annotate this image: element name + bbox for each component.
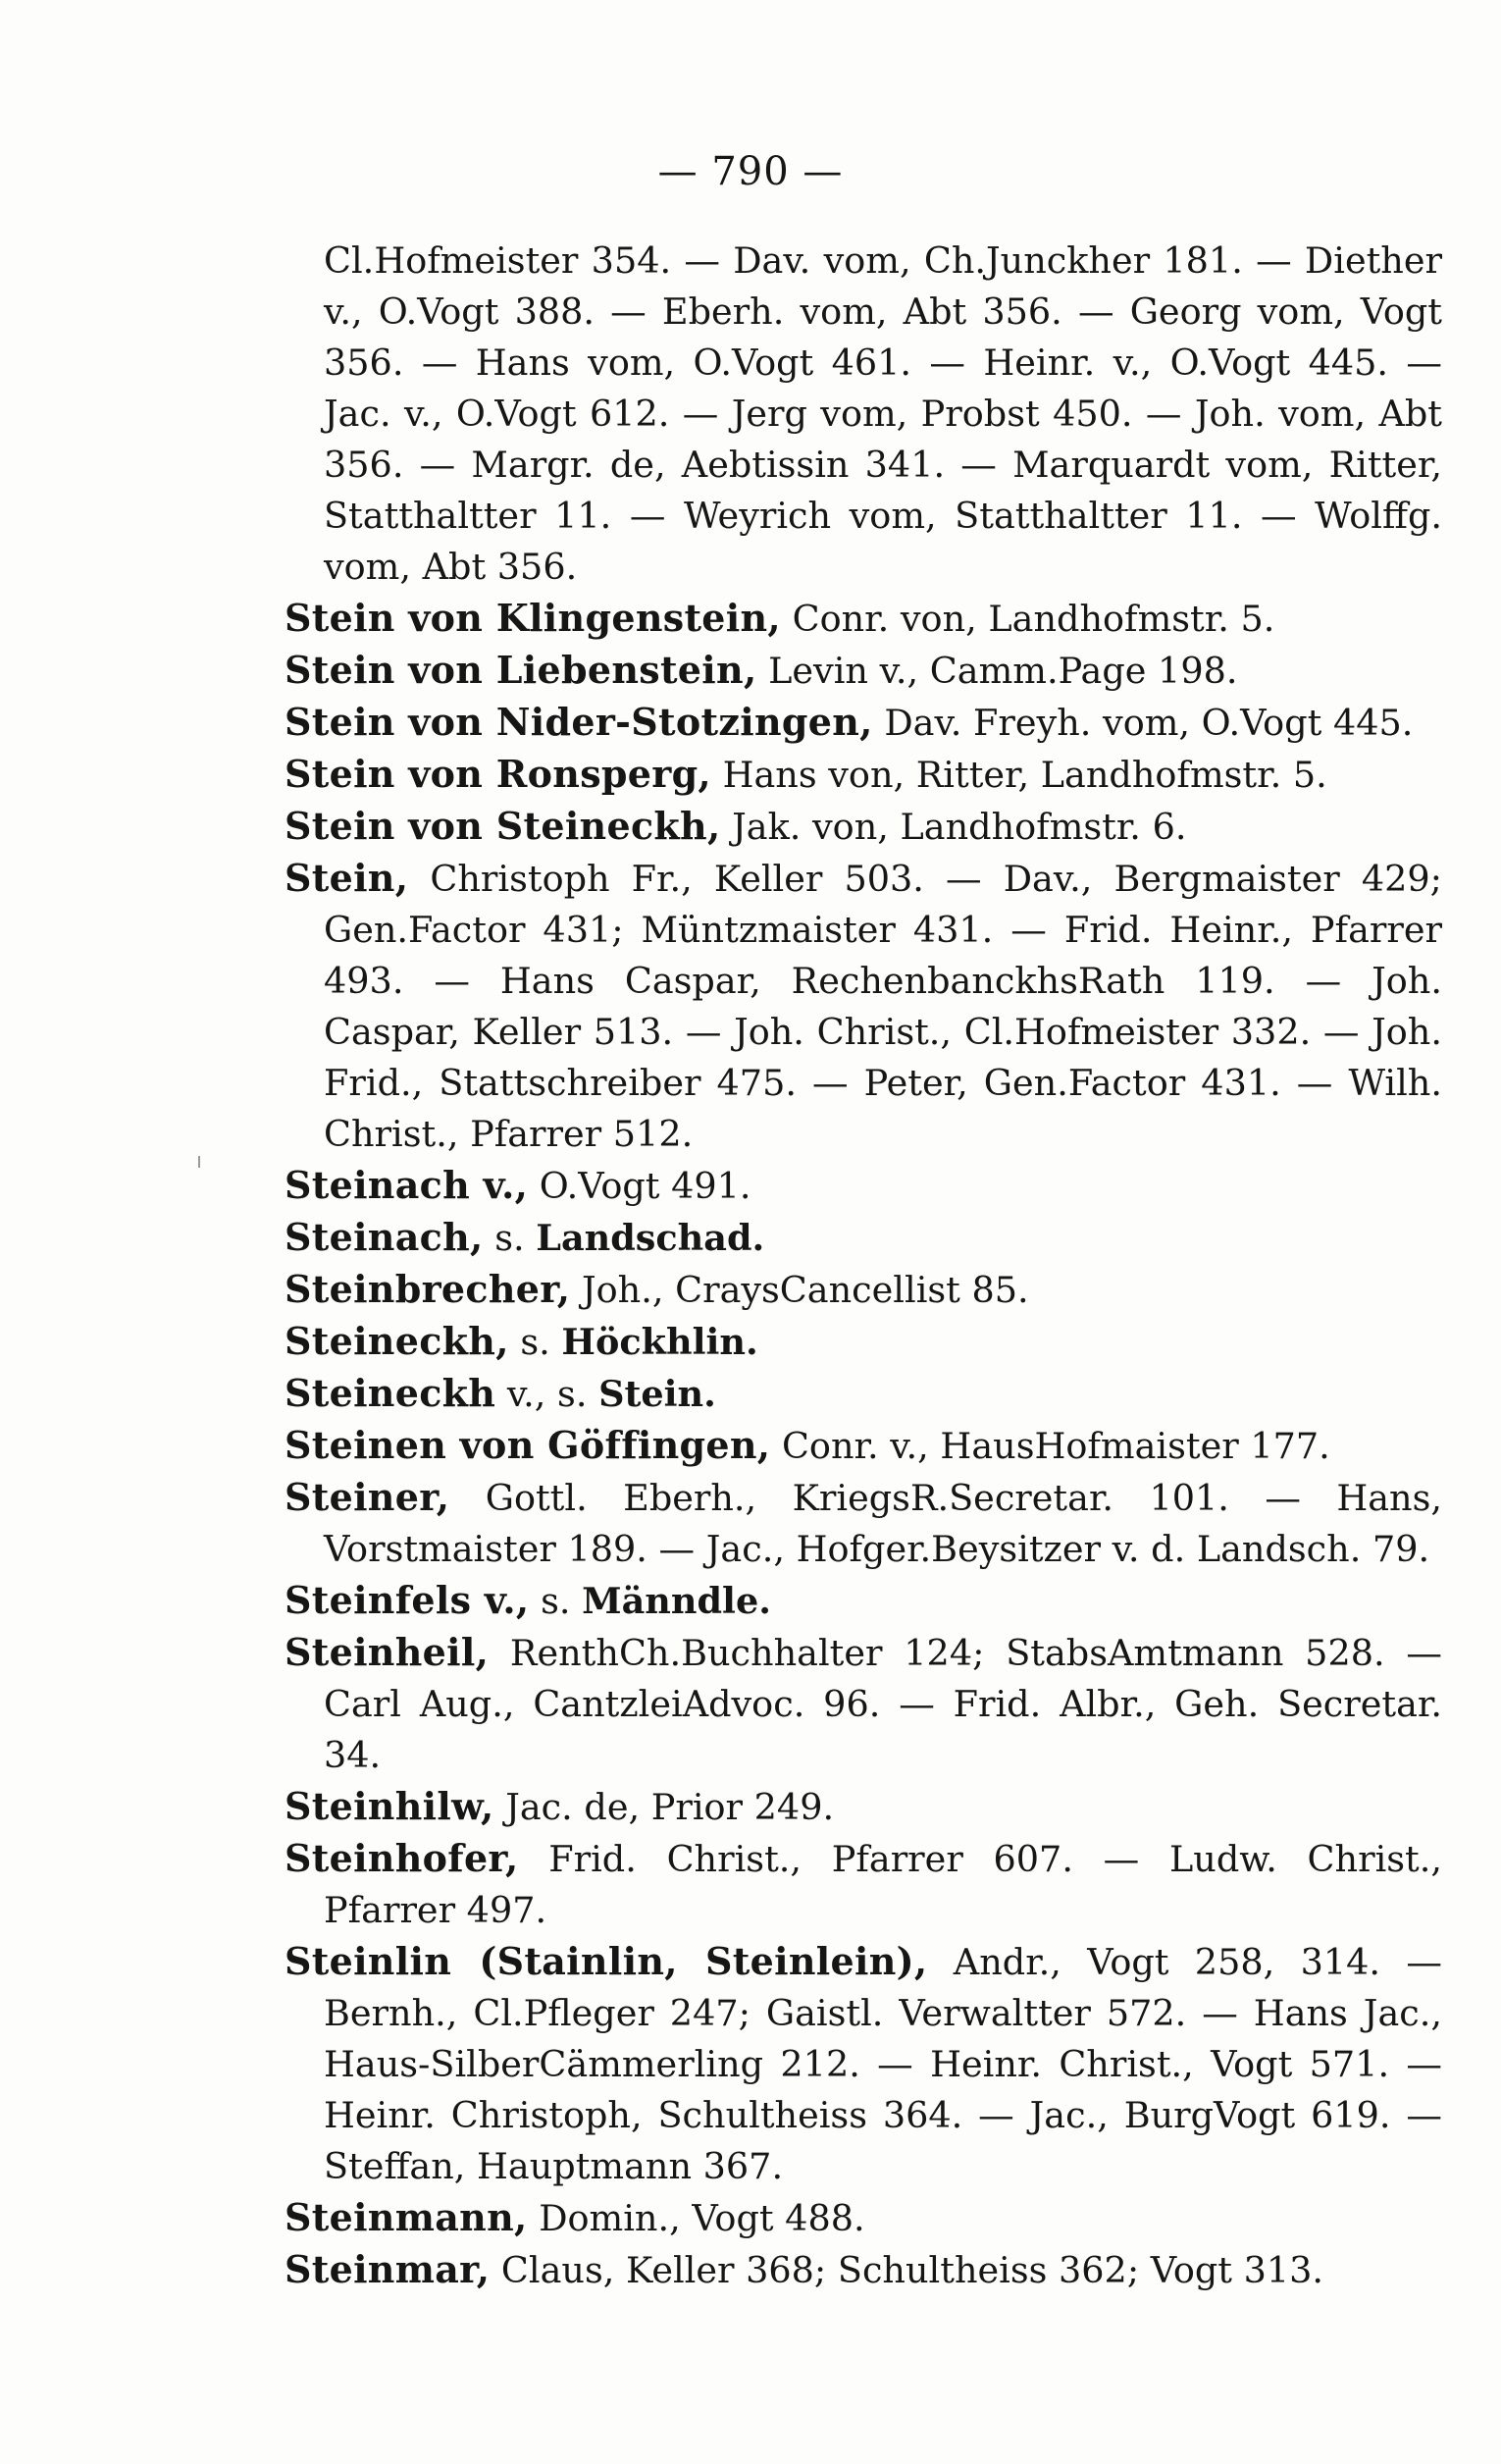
index-entry	[285, 749, 1442, 801]
entry-text: Levin v., Camm.Page 198.	[756, 650, 1238, 692]
entry-heading: Steinmar,	[285, 2247, 491, 2291]
entry-heading: Stein,	[285, 856, 409, 900]
entry-text: s.	[529, 1580, 583, 1622]
index-entry	[285, 2244, 1442, 2296]
entry-text: Conr. von, Landhofmstr. 5.	[780, 598, 1275, 640]
entry-heading: Steineckh,	[285, 1319, 509, 1363]
index-entry	[285, 1781, 1442, 1833]
entry-heading: Steinfels v.,	[285, 1578, 530, 1622]
cross-reference: Männdle.	[582, 1580, 771, 1622]
index-entry	[285, 236, 1442, 593]
entry-heading: Steinach,	[285, 1215, 484, 1259]
index-entry	[285, 1936, 1442, 2192]
entry-heading: Steiner,	[285, 1475, 450, 1519]
entry-text: Christoph Fr., Keller 503. — Dav., Bergmaister 429; Gen.Factor 431; Müntzmaister 431. — Frid. Heinr., Pfarrer 493. — Hans Caspar, RechenbanckhsRath 119. — Joh. Caspar, Keller 513. — Joh. Christ., Cl.Hofmeister 332. — Joh. Frid., Stattschreiber 475. — Peter, Gen.Factor 431. — Wilh. Christ., Pfarrer 512.	[324, 858, 1442, 1155]
index-entry	[285, 1160, 1442, 1212]
entry-heading: Steinhofer,	[285, 1836, 519, 1880]
entry-heading: Steinlin (Stainlin, Steinlein),	[285, 1939, 928, 1983]
cross-reference: Landschad.	[536, 1217, 765, 1259]
index-entry	[285, 697, 1442, 749]
index-entry	[285, 593, 1442, 645]
page-number: — 790 —	[657, 149, 844, 194]
index-entry	[285, 1472, 1442, 1575]
entry-text: Jac. de, Prior 249.	[493, 1786, 835, 1828]
entry-text: RenthCh.Buchhalter 124; StabsAmtmann 528. — Carl Aug., CantzleiAdvoc. 96. — Frid. Albr., Geh. Secretar. 34.	[324, 1632, 1442, 1776]
entry-heading: Stein von Ronsperg,	[285, 752, 711, 796]
entry-heading: Steinmann,	[285, 2195, 528, 2239]
entry-text: Hans von, Ritter, Landhofmstr. 5.	[710, 754, 1327, 796]
index-entry	[285, 1264, 1442, 1316]
index-entry	[285, 2192, 1442, 2244]
index-entry	[285, 801, 1442, 853]
entry-text: v., s.	[495, 1373, 599, 1415]
entry-text: Andr., Vogt 258, 314. — Bernh., Cl.Pfleger 247; Gaistl. Verwaltter 572. — Hans Jac., Haus-SilberCämmerling 212. — Heinr. Christ., Vogt 571. — Heinr. Christoph, Schultheiss 364. — Jac., BurgVogt 619. — Steffan, Hauptmann 367.	[324, 1941, 1442, 2187]
entry-text: s.	[483, 1217, 537, 1259]
index-entry	[285, 1575, 1442, 1627]
entry-text: Dav. Freyh. vom, O.Vogt 445.	[872, 702, 1414, 744]
index-entry	[285, 1368, 1442, 1420]
entry-text: Jak. von, Landhofmstr. 6.	[720, 806, 1187, 848]
entry-text: Cl.Hofmeister 354. — Dav. vom, Ch.Junckher 181. — Diether v., O.Vogt 388. — Eberh. vom, Abt 356. — Georg vom, Vogt 356. — Hans vom, O.Vogt 461. — Heinr. v., O.Vogt 445. — Jac. v., O.Vogt 612. — Jerg vom, Probst 450. — Joh. vom, Abt 356. — Margr. de, Aebtissin 341. — Marquardt vom, Ritter, Statthaltter 11. — Weyrich vom, Statthaltter 11. — Wolffg. vom, Abt 356.	[324, 239, 1442, 588]
entry-heading: Steinhilw,	[285, 1784, 494, 1828]
entry-text: s.	[508, 1321, 562, 1363]
entry-heading: Steinbrecher,	[285, 1267, 571, 1311]
index-entry	[285, 645, 1442, 697]
entry-text: Claus, Keller 368; Schultheiss 362; Vogt 313.	[490, 2249, 1324, 2291]
entry-text: Joh., CraysCancellist 85.	[570, 1269, 1029, 1311]
cross-reference: Höckhlin.	[561, 1321, 758, 1363]
entry-text: Conr. v., HausHofmaister 177.	[770, 1425, 1330, 1467]
cross-reference: Stein.	[598, 1373, 716, 1415]
entry-heading: Steinen von Göffingen,	[285, 1423, 771, 1467]
entry-heading: Stein von Nider-Stotzingen,	[285, 700, 873, 744]
index-entries	[285, 236, 1442, 2296]
margin-mark	[198, 1156, 200, 1168]
index-entry	[285, 1212, 1442, 1264]
index-entry	[285, 1316, 1442, 1368]
entry-heading: Stein von Klingenstein,	[285, 596, 781, 640]
entry-text: Frid. Christ., Pfarrer 607. — Ludw. Christ., Pfarrer 497.	[324, 1838, 1442, 1931]
entry-text: O.Vogt 491.	[528, 1165, 751, 1207]
entry-heading: Steinheil,	[285, 1630, 490, 1674]
entry-heading: Steinach v.,	[285, 1163, 529, 1207]
entry-heading: Stein von Liebenstein,	[285, 648, 757, 692]
entry-heading: Stein von Steineckh,	[285, 804, 721, 848]
index-entry	[285, 1420, 1442, 1472]
entry-text: Gottl. Eberh., KriegsR.Secretar. 101. — Hans, Vorstmaister 189. — Jac., Hofger.Beysitzer v. d. Landsch. 79.	[324, 1477, 1442, 1570]
index-entry	[285, 1627, 1442, 1781]
entry-text: Domin., Vogt 488.	[527, 2197, 865, 2239]
index-entry	[285, 853, 1442, 1160]
index-entry	[285, 1833, 1442, 1936]
entry-heading: Steineckh	[285, 1371, 496, 1415]
